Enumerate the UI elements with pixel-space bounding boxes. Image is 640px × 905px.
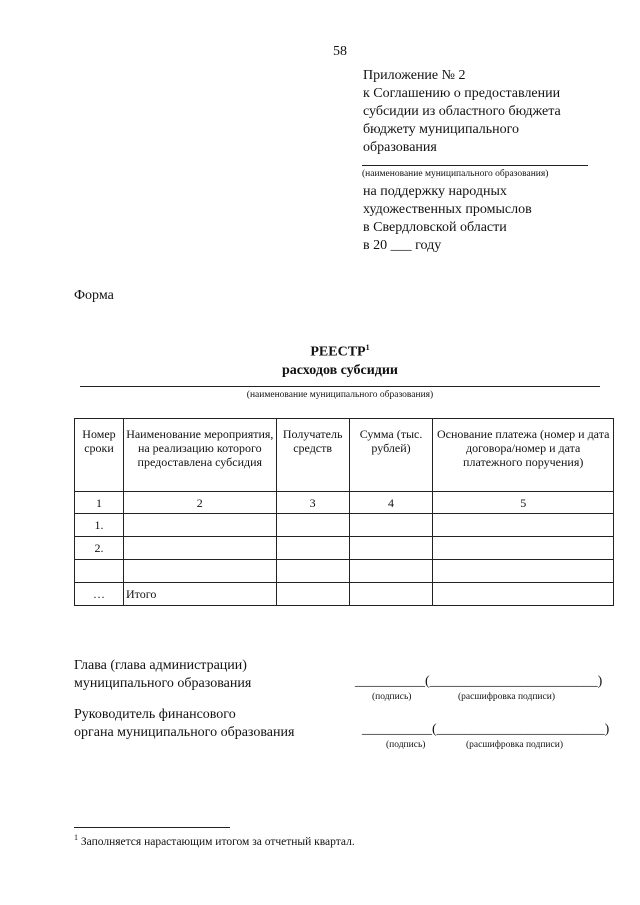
title-blank-line (80, 386, 600, 387)
title-line1: РЕЕСТР (310, 344, 366, 360)
appendix-line: Приложение № 2 (363, 68, 466, 83)
table-header-cell: Основание платежа (номер и дата договора/номер и дата платежного поручения) (433, 419, 614, 492)
signature-caption-sign: (подпись) (372, 692, 412, 702)
page-number: 58 (333, 44, 347, 59)
table-cell (349, 560, 433, 583)
signature-label-line: муниципального образования (74, 676, 252, 691)
appendix-line: образования (363, 140, 437, 155)
table-total-label: Итого (123, 583, 276, 606)
table-cell: 1. (75, 514, 124, 537)
footnote-rule (74, 827, 230, 828)
table-cell (123, 514, 276, 537)
appendix-header (363, 67, 613, 157)
table-row (75, 537, 614, 560)
table-cell (276, 514, 349, 537)
table-cell (75, 560, 124, 583)
table-total-row (75, 583, 614, 606)
registry-table (74, 418, 614, 606)
table-cell: 4 (349, 492, 433, 514)
table-cell (123, 537, 276, 560)
table-cell: 2. (75, 537, 124, 560)
table-cell (349, 514, 433, 537)
table-cell (276, 537, 349, 560)
signature-label-line: органа муниципального образования (74, 725, 295, 740)
appendix-purpose (363, 183, 613, 255)
table-row (75, 560, 614, 583)
table-cell: 5 (433, 492, 614, 514)
appendix-line: субсидии из областного бюджета (363, 104, 561, 119)
municipality-blank-line (362, 165, 588, 166)
municipality-caption: (наименование муниципального образования) (362, 169, 549, 179)
signature-label-head (74, 657, 251, 693)
footnote-mark: 1 (74, 833, 78, 842)
signature-label-line: Глава (глава администрации) (74, 658, 247, 673)
table-cell (276, 560, 349, 583)
title-caption: (наименование муниципального образования) (246, 390, 434, 400)
appendix-line: к Соглашению о предоставлении (363, 86, 561, 101)
signature-caption-decode: (расшифровка подписи) (458, 692, 555, 702)
signature-label-finance (74, 706, 294, 742)
table-header-cell: Наименование мероприятия, на реализацию которого предоставлена субсидия (123, 419, 276, 492)
appendix-line: бюджету муниципального (363, 122, 520, 137)
document-title (0, 339, 640, 380)
table-number-row (75, 492, 614, 514)
appendix-purpose-line: в 20 ___ году (363, 238, 442, 253)
signature-field-head: __________(________________________) (355, 674, 603, 689)
table-cell: … (75, 583, 124, 606)
title-line2: расходов субсидии (281, 362, 398, 378)
table-cell (276, 583, 349, 606)
table-cell (123, 560, 276, 583)
appendix-purpose-line: на поддержку народных (363, 184, 507, 199)
table-cell: 3 (276, 492, 349, 514)
table-cell (349, 583, 433, 606)
title-footnote-mark: 1 (365, 343, 370, 352)
appendix-purpose-line: художественных промыслов (363, 202, 532, 217)
table-cell: 1 (75, 492, 124, 514)
table-cell (349, 537, 433, 560)
table-header-cell: Сумма (тыс. рублей) (349, 419, 433, 492)
signature-label-line: Руководитель финансового (74, 707, 236, 722)
table-cell (433, 537, 614, 560)
table-cell (433, 514, 614, 537)
table-header-cell: Номер сроки (75, 419, 124, 492)
table-row (75, 514, 614, 537)
footnote (74, 833, 355, 848)
form-label: Форма (74, 288, 114, 303)
signature-caption-decode: (расшифровка подписи) (466, 740, 563, 750)
table-header-cell: Получатель средств (276, 419, 349, 492)
table-cell: 2 (123, 492, 276, 514)
appendix-purpose-line: в Свердловской области (363, 220, 507, 235)
table-cell (433, 583, 614, 606)
signature-caption-sign: (подпись) (386, 740, 426, 750)
footnote-text: Заполняется нарастающим итогом за отчетный квартал. (80, 835, 355, 848)
table-cell (433, 560, 614, 583)
table-header-row (75, 419, 614, 492)
signature-field-finance: __________(________________________) (362, 722, 610, 737)
